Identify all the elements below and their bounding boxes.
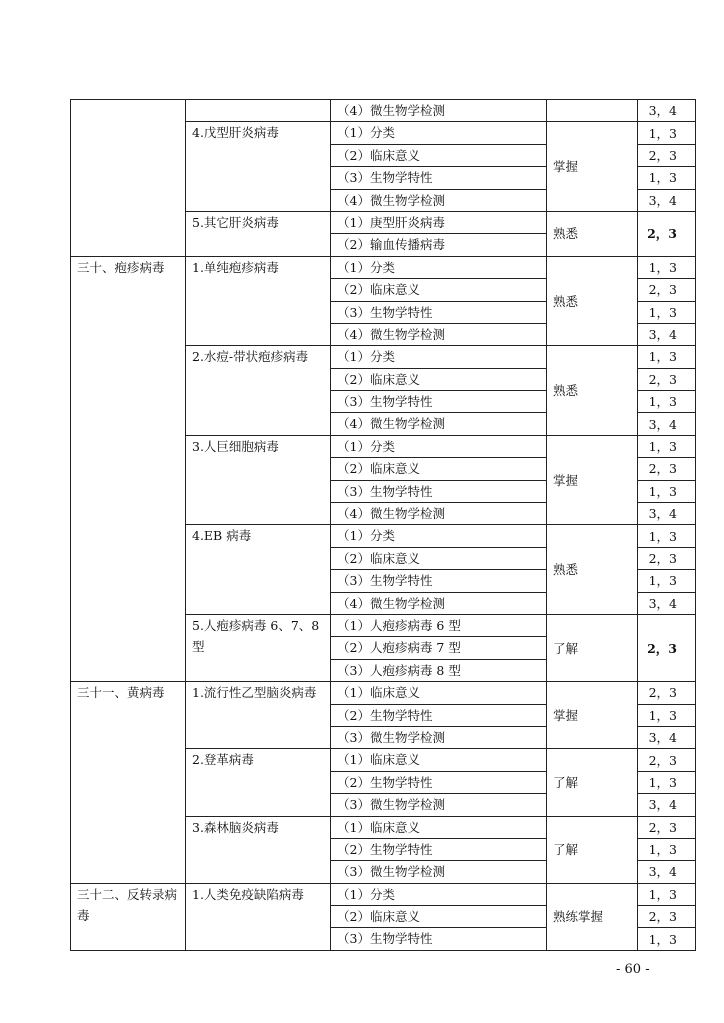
requirement-cell: 熟悉: [547, 346, 638, 436]
category-cell: 2，3: [638, 906, 696, 928]
category-cell: 1，3: [638, 704, 696, 726]
requirement-cell: 熟悉: [547, 211, 638, 256]
content-cell: （1）临床意义: [331, 749, 547, 771]
subunit-cell: 2.登革病毒: [186, 749, 331, 816]
requirement-cell: 了解: [547, 614, 638, 681]
content-cell: （3）生物学特性: [331, 167, 547, 189]
content-cell: （3）生物学特性: [331, 301, 547, 323]
category-cell: 2，3: [638, 144, 696, 166]
table-row: [71, 883, 696, 905]
category-cell: 1，3: [638, 167, 696, 189]
content-cell: （1）分类: [331, 883, 547, 905]
category-cell: 1，3: [638, 883, 696, 905]
category-cell: 2，3: [638, 368, 696, 390]
content-cell: （4）微生物学检测: [331, 503, 547, 525]
subunit-cell: 5.人疱疹病毒 6、7、8 型: [186, 614, 331, 681]
content-cell: （3）生物学特性: [331, 570, 547, 592]
category-cell: 2，3: [638, 458, 696, 480]
content-cell: （1）分类: [331, 122, 547, 144]
requirement-cell: [547, 100, 638, 122]
category-cell: 3，4: [638, 503, 696, 525]
subunit-cell: 2.水痘-带状疱疹病毒: [186, 346, 331, 436]
subunit-cell: 4.戊型肝炎病毒: [186, 122, 331, 212]
category-cell: 2，3: [638, 211, 696, 256]
content-cell: （2）人疱疹病毒 7 型: [331, 637, 547, 659]
subunit-cell: 1.单纯疱疹病毒: [186, 256, 331, 346]
unit-cell: 三十二、反转录病毒: [71, 883, 186, 950]
content-cell: （2）临床意义: [331, 279, 547, 301]
requirement-cell: 熟练掌握: [547, 883, 638, 950]
category-cell: 3，4: [638, 100, 696, 122]
content-cell: （2）生物学特性: [331, 838, 547, 860]
requirement-cell: 熟悉: [547, 256, 638, 346]
category-cell: 1，3: [638, 570, 696, 592]
category-cell: 3，4: [638, 189, 696, 211]
requirement-cell: 了解: [547, 816, 638, 883]
page-number: - 60 -: [616, 962, 650, 977]
content-cell: （3）生物学特性: [331, 928, 547, 950]
content-cell: （3）生物学特性: [331, 480, 547, 502]
category-cell: 3，4: [638, 413, 696, 435]
category-cell: 1，3: [638, 391, 696, 413]
content-cell: （1）人疱疹病毒 6 型: [331, 614, 547, 636]
content-cell: （2）生物学特性: [331, 704, 547, 726]
content-cell: （3）人疱疹病毒 8 型: [331, 659, 547, 681]
content-cell: （4）微生物学检测: [331, 323, 547, 345]
subunit-cell: 3.人巨细胞病毒: [186, 435, 331, 525]
category-cell: 2，3: [638, 682, 696, 704]
content-cell: （4）微生物学检测: [331, 100, 547, 122]
content-cell: （4）微生物学检测: [331, 189, 547, 211]
table-row: [71, 682, 696, 704]
category-cell: 1，3: [638, 525, 696, 547]
content-cell: （1）分类: [331, 346, 547, 368]
content-cell: （1）临床意义: [331, 682, 547, 704]
content-cell: （2）输血传播病毒: [331, 234, 547, 256]
content-cell: （2）临床意义: [331, 547, 547, 569]
content-cell: （1）分类: [331, 256, 547, 278]
content-cell: （4）微生物学检测: [331, 592, 547, 614]
subunit-cell: 1.人类免疫缺陷病毒: [186, 883, 331, 950]
content-cell: （2）临床意义: [331, 906, 547, 928]
content-cell: （3）微生物学检测: [331, 794, 547, 816]
unit-cell: 三十、疱疹病毒: [71, 256, 186, 681]
subunit-cell: 3.森林脑炎病毒: [186, 816, 331, 883]
category-cell: 1，3: [638, 928, 696, 950]
requirement-cell: 掌握: [547, 682, 638, 749]
content-cell: （2）生物学特性: [331, 771, 547, 793]
category-cell: 1，3: [638, 122, 696, 144]
category-cell: 1，3: [638, 838, 696, 860]
requirement-cell: 掌握: [547, 122, 638, 212]
requirement-cell: 熟悉: [547, 525, 638, 615]
subunit-cell: 1.流行性乙型脑炎病毒: [186, 682, 331, 749]
syllabus-table: [70, 99, 696, 951]
category-cell: 1，3: [638, 435, 696, 457]
content-cell: （3）生物学特性: [331, 391, 547, 413]
category-cell: 2，3: [638, 614, 696, 681]
category-cell: 3，4: [638, 794, 696, 816]
category-cell: 3，4: [638, 323, 696, 345]
requirement-cell: 了解: [547, 749, 638, 816]
category-cell: 1，3: [638, 256, 696, 278]
subunit-cell: 5.其它肝炎病毒: [186, 211, 331, 256]
category-cell: 3，4: [638, 592, 696, 614]
category-cell: 2，3: [638, 749, 696, 771]
content-cell: （4）微生物学检测: [331, 413, 547, 435]
content-cell: （1）分类: [331, 525, 547, 547]
subunit-cell: 4.EB 病毒: [186, 525, 331, 615]
category-cell: 3，4: [638, 861, 696, 883]
category-cell: 2，3: [638, 816, 696, 838]
requirement-cell: 掌握: [547, 435, 638, 525]
content-cell: （2）临床意义: [331, 368, 547, 390]
subunit-cell: [186, 100, 331, 122]
table-row: [71, 100, 696, 122]
category-cell: 2，3: [638, 279, 696, 301]
category-cell: 1，3: [638, 480, 696, 502]
content-cell: （3）微生物学检测: [331, 861, 547, 883]
category-cell: 1，3: [638, 346, 696, 368]
unit-cell: [71, 100, 186, 257]
content-cell: （3）微生物学检测: [331, 726, 547, 748]
content-cell: （1）临床意义: [331, 816, 547, 838]
category-cell: 3，4: [638, 726, 696, 748]
category-cell: 2，3: [638, 547, 696, 569]
content-cell: （2）临床意义: [331, 458, 547, 480]
category-cell: 1，3: [638, 301, 696, 323]
content-cell: （1）庚型肝炎病毒: [331, 211, 547, 233]
content-cell: （1）分类: [331, 435, 547, 457]
table-row: [71, 256, 696, 278]
unit-cell: 三十一、黄病毒: [71, 682, 186, 884]
category-cell: 1，3: [638, 771, 696, 793]
content-cell: （2）临床意义: [331, 144, 547, 166]
